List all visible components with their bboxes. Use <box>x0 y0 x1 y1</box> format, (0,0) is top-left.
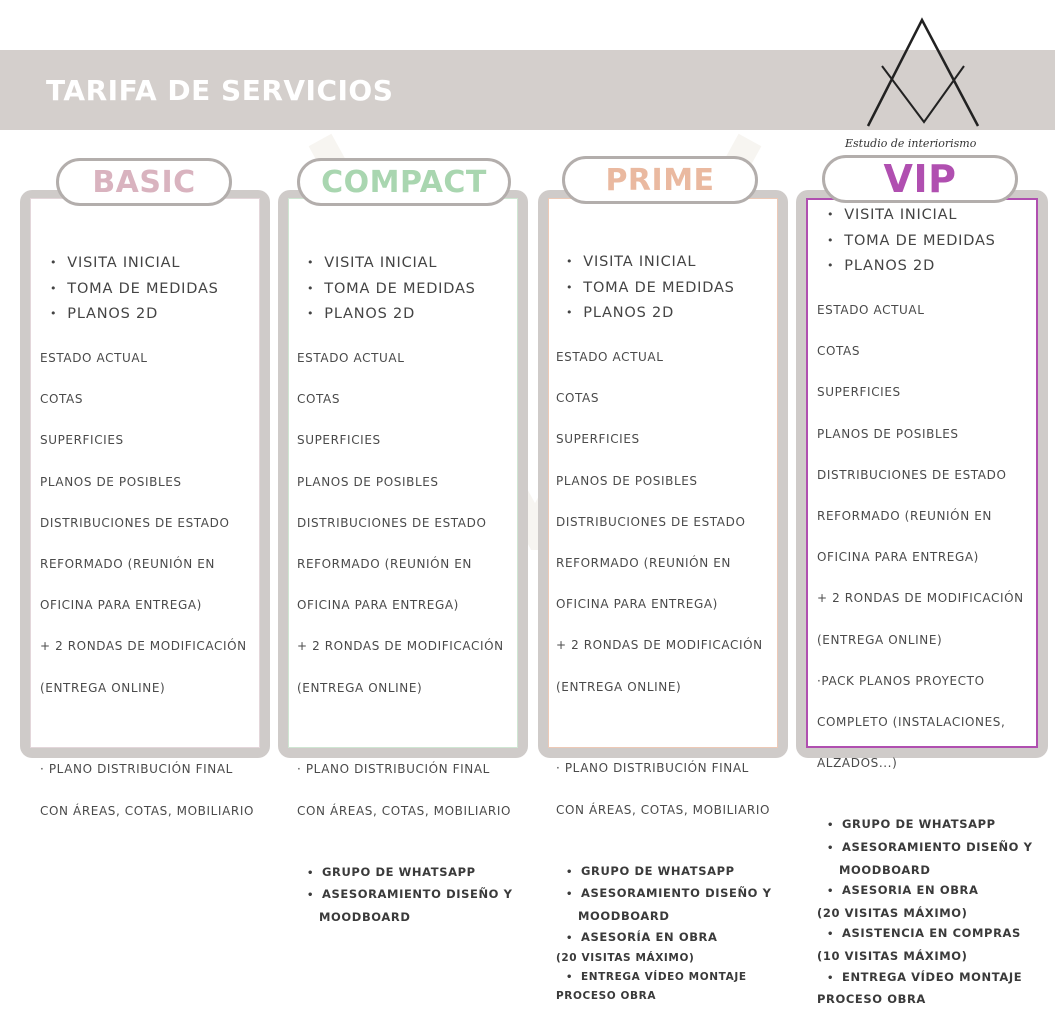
detail-line: OFICINA PARA ENTREGA) <box>40 598 202 613</box>
detail-line: REFORMADO (REUNIÓN EN <box>556 556 731 571</box>
detail-line: ESTADO ACTUAL <box>556 350 664 365</box>
detail-line: COTAS <box>817 344 861 359</box>
detail-line: SUPERFICIES <box>297 433 381 448</box>
detail-line: PLANOS DE POSIBLES <box>556 473 698 488</box>
page-title: TARIFA DE SERVICIOS <box>46 74 394 107</box>
detail-line: PLANOS DE POSIBLES <box>297 474 439 489</box>
detail-line: SUPERFICIES <box>556 432 640 447</box>
detail-line: REFORMADO (REUNIÓN EN <box>40 557 215 572</box>
plan-content-vip <box>817 203 1047 1010</box>
detail-line: DISTRIBUCIONES DE ESTADO <box>817 467 1007 482</box>
list-item: • GRUPO DE WHATSAPP <box>297 862 527 885</box>
detail-line: ·PACK PLANOS PROYECTO <box>817 673 985 688</box>
detail-line: COTAS <box>297 392 341 407</box>
detail-line: OFICINA PARA ENTREGA) <box>817 550 979 565</box>
list-item: • PLANOS 2D <box>50 302 270 328</box>
logo-icon <box>860 14 990 134</box>
list-item: • VISITA INICIAL <box>50 251 270 277</box>
plan-title-vip: VIP <box>822 155 1018 203</box>
detail-line: · PLANO DISTRIBUCIÓN FINAL <box>40 762 233 777</box>
list-item: MOODBOARD <box>578 908 670 923</box>
compact-main-list <box>297 251 527 328</box>
detail-line: COTAS <box>556 391 600 406</box>
list-item: • VISITA INICIAL <box>566 250 786 276</box>
detail-line: SUPERFICIES <box>817 385 901 400</box>
detail-line: · PLANO DISTRIBUCIÓN FINAL <box>297 762 490 777</box>
vip-extras <box>817 814 1047 1009</box>
detail-line: OFICINA PARA ENTREGA) <box>556 597 718 612</box>
detail-line: + 2 RONDAS DE MODIFICACIÓN <box>817 591 1024 606</box>
prime-main-list <box>556 250 786 327</box>
detail-line: PLANOS DE POSIBLES <box>40 474 182 489</box>
plan-title-basic: BASIC <box>56 158 232 206</box>
detail-line: (ENTREGA ONLINE) <box>40 680 166 695</box>
compact-extras <box>297 862 527 928</box>
detail-line: (ENTREGA ONLINE) <box>297 680 423 695</box>
detail-line: ESTADO ACTUAL <box>297 351 405 366</box>
detail-line: + 2 RONDAS DE MODIFICACIÓN <box>556 638 763 653</box>
list-item: • GRUPO DE WHATSAPP <box>817 814 1047 837</box>
list-item: (20 VISITAS MÁXIMO) <box>556 952 695 965</box>
list-item: • ASISTENCIA EN COMPRAS <box>817 923 1047 946</box>
basic-details <box>40 328 270 842</box>
detail-line: CON ÁREAS, COTAS, MOBILIARIO <box>297 803 512 818</box>
vip-details <box>817 280 1047 795</box>
detail-line: DISTRIBUCIONES DE ESTADO <box>40 515 230 530</box>
list-item: MOODBOARD <box>839 862 931 877</box>
list-item: • ASESORAMIENTO DISEÑO Y <box>817 837 1047 860</box>
detail-line: DISTRIBUCIONES DE ESTADO <box>297 515 487 530</box>
detail-line: SUPERFICIES <box>40 433 124 448</box>
detail-line: ALZADOS...) <box>817 756 898 771</box>
list-item: • ENTREGA VÍDEO MONTAJE <box>556 968 786 987</box>
list-item: • ASESORAMIENTO DISEÑO Y <box>297 884 527 907</box>
detail-line: ESTADO ACTUAL <box>40 351 148 366</box>
prime-extras <box>556 861 786 1006</box>
list-item: • PLANOS 2D <box>827 254 1047 280</box>
detail-line: PLANOS DE POSIBLES <box>817 426 959 441</box>
detail-line: (ENTREGA ONLINE) <box>556 679 682 694</box>
list-item: • VISITA INICIAL <box>307 251 527 277</box>
plan-title-prime: PRIME <box>562 156 758 204</box>
list-item: • ASESORAMIENTO DISEÑO Y <box>556 883 786 906</box>
plan-content-compact <box>297 251 527 928</box>
list-item: • GRUPO DE WHATSAPP <box>556 861 786 884</box>
list-item: • VISITA INICIAL <box>827 203 1047 229</box>
list-item: MOODBOARD <box>319 909 411 924</box>
plan-title-compact: COMPACT <box>297 158 511 206</box>
detail-line: ESTADO ACTUAL <box>817 303 925 318</box>
detail-line: DISTRIBUCIONES DE ESTADO <box>556 514 746 529</box>
detail-line: CON ÁREAS, COTAS, MOBILIARIO <box>40 803 255 818</box>
list-item: • ASESORÍA EN OBRA <box>556 927 786 950</box>
vip-main-list <box>817 203 1047 280</box>
list-item: PROCESO OBRA <box>556 990 657 1003</box>
basic-main-list <box>40 251 270 328</box>
detail-line: + 2 RONDAS DE MODIFICACIÓN <box>297 639 504 654</box>
list-item: PROCESO OBRA <box>817 992 926 1007</box>
list-item: • TOMA DE MEDIDAS <box>307 277 527 303</box>
list-item: • PLANOS 2D <box>566 301 786 327</box>
list-item: • ASESORIA EN OBRA <box>817 880 1047 903</box>
detail-line: · PLANO DISTRIBUCIÓN FINAL <box>556 761 749 776</box>
prime-details <box>556 327 786 841</box>
detail-line: COMPLETO (INSTALACIONES, <box>817 714 1006 729</box>
plan-content-prime <box>556 250 786 1006</box>
list-item: (10 VISITAS MÁXIMO) <box>817 948 968 963</box>
detail-line: + 2 RONDAS DE MODIFICACIÓN <box>40 639 247 654</box>
detail-line: REFORMADO (REUNIÓN EN <box>817 509 992 524</box>
compact-details <box>297 328 527 842</box>
list-item: • TOMA DE MEDIDAS <box>50 277 270 303</box>
detail-line: COTAS <box>40 392 84 407</box>
list-item: (20 VISITAS MÁXIMO) <box>817 905 968 920</box>
list-item: • ENTREGA VÍDEO MONTAJE <box>817 967 1047 990</box>
list-item: • TOMA DE MEDIDAS <box>827 229 1047 255</box>
detail-line: (ENTREGA ONLINE) <box>817 632 943 647</box>
list-item: • PLANOS 2D <box>307 302 527 328</box>
detail-line: OFICINA PARA ENTREGA) <box>297 598 459 613</box>
plan-content-basic <box>40 251 270 842</box>
detail-line: REFORMADO (REUNIÓN EN <box>297 557 472 572</box>
list-item: • TOMA DE MEDIDAS <box>566 276 786 302</box>
logo-tagline: Estudio de interiorismo <box>845 137 977 150</box>
detail-line: CON ÁREAS, COTAS, MOBILIARIO <box>556 802 771 817</box>
